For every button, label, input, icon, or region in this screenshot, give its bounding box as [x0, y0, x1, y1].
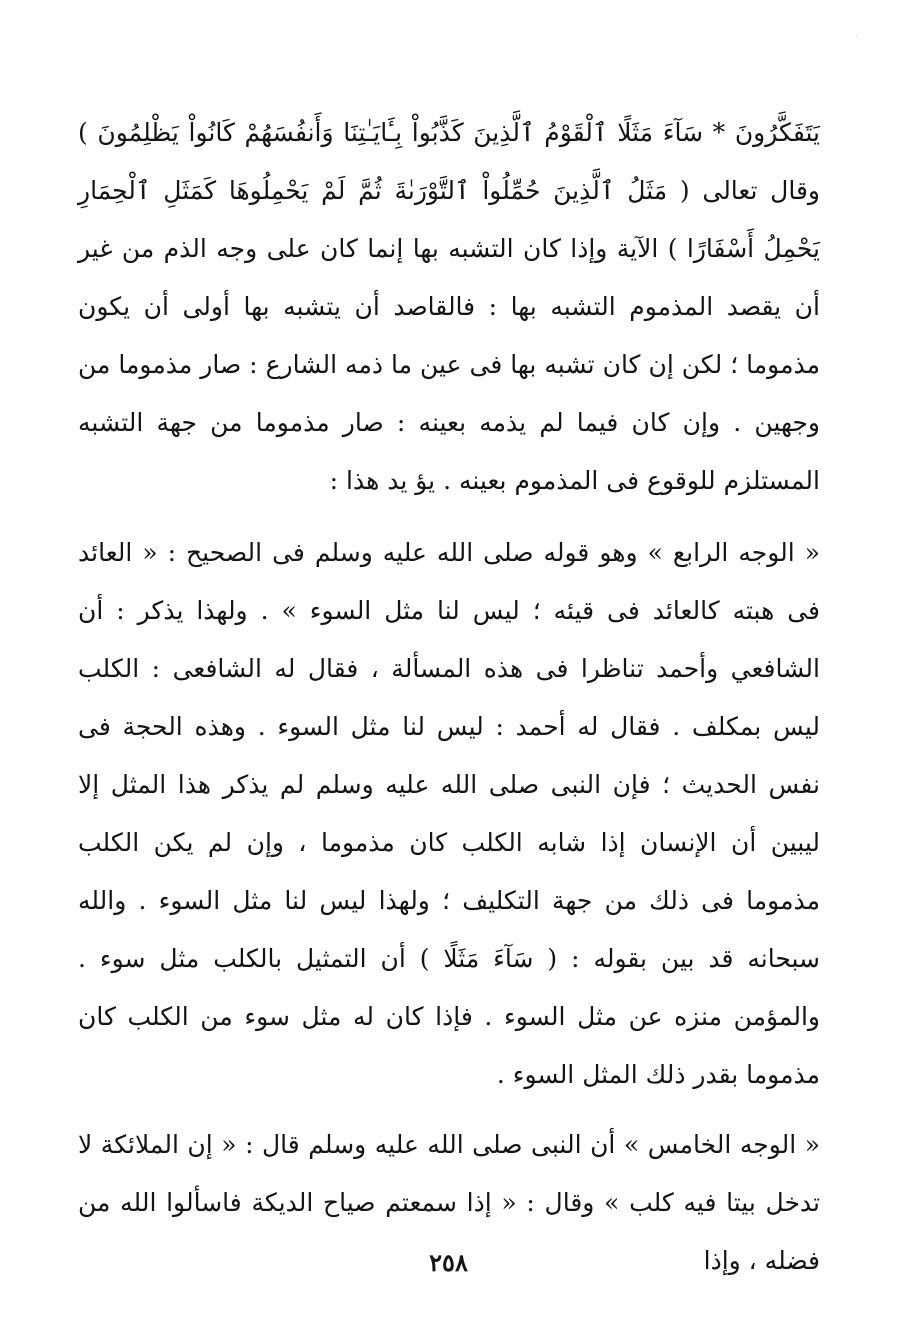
paragraph-2-fourth-aspect: « الوجه الرابع » وهو قوله صلى الله عليه وسلم فى الصحيح : « العائد فى هبته كالعائد فى قيئه ؛ ليس لنا مثل السوء » . ولهذا يذكر : أن الشافعي وأحمد تناظرا فى هذه المسألة ، فقال له الشافعى : الكلب ليس بمكلف . فقال له أحمد : ليس لنا مثل السوء . وهذه الحجة فى نفس الحديث ؛ فإن النبى صلى الله عليه وسلم لم يذكر هذا المثل إلا ليبين أن الإنسان إذا شابه الكلب كان مذموما ، وإن لم يكن الكلب مذموما فى ذلك من جهة التكليف ؛ ولهذا ليس لنا مثل السوء . والله سبحانه قد بين بقوله : ( سَآءَ مَثَلًا ) أن التمثيل بالكلب مثل سوء . والمؤمن منزه عن مثل السوء . فإذا كان له مثل سوء من الكلب كان مذموما بقدر ذلك المثل السوء . — [78, 538, 820, 1089]
paragraph-3-fifth-aspect: « الوجه الخامس » أن النبى صلى الله عليه وسلم قال : « إن الملائكة لا تدخل بيتا فيه كلب » وقال : « إذا سمعتم صياح الديكة فاسألوا الله من فضله ، وإذا — [78, 1130, 820, 1275]
page-number: ٢٥٨ — [429, 1248, 468, 1277]
corner-dot-decoration: · — [855, 32, 858, 41]
paragraph-1: يَتَفَكَّرُونَ * سَآءَ مَثَلًا ٱلْقَوْمُ ٱلَّذِينَ كَذَّبُواْ بِـَٔايَـٰتِنَا وَأَنفُسَهُمْ كَانُواْ يَظْلِمُونَ ) وقال تعالى ( مَثَلُ ٱلَّذِينَ حُمِّلُواْ ٱلتَّوْرَىٰةَ ثُمَّ لَمْ يَحْمِلُوهَا كَمَثَلِ ٱلْحِمَارِ يَحْمِلُ أَسْفَارًا ) الآية وإذا كان التشبه بها إنما كان على وجه الذم من غير أن يقصد المذموم التشبه بها : فالقاصد أن يتشبه بها أولى أن يكون مذموما ؛ لكن إن كان تشبه بها فى عين ما ذمه الشارع : صار مذموما من وجهين . وإن كان فيما لم يذمه بعينه : صار مذموما من جهة التشبه المستلزم للوقوع فى المذموم بعينه . يؤ يد هذا : — [78, 118, 820, 495]
